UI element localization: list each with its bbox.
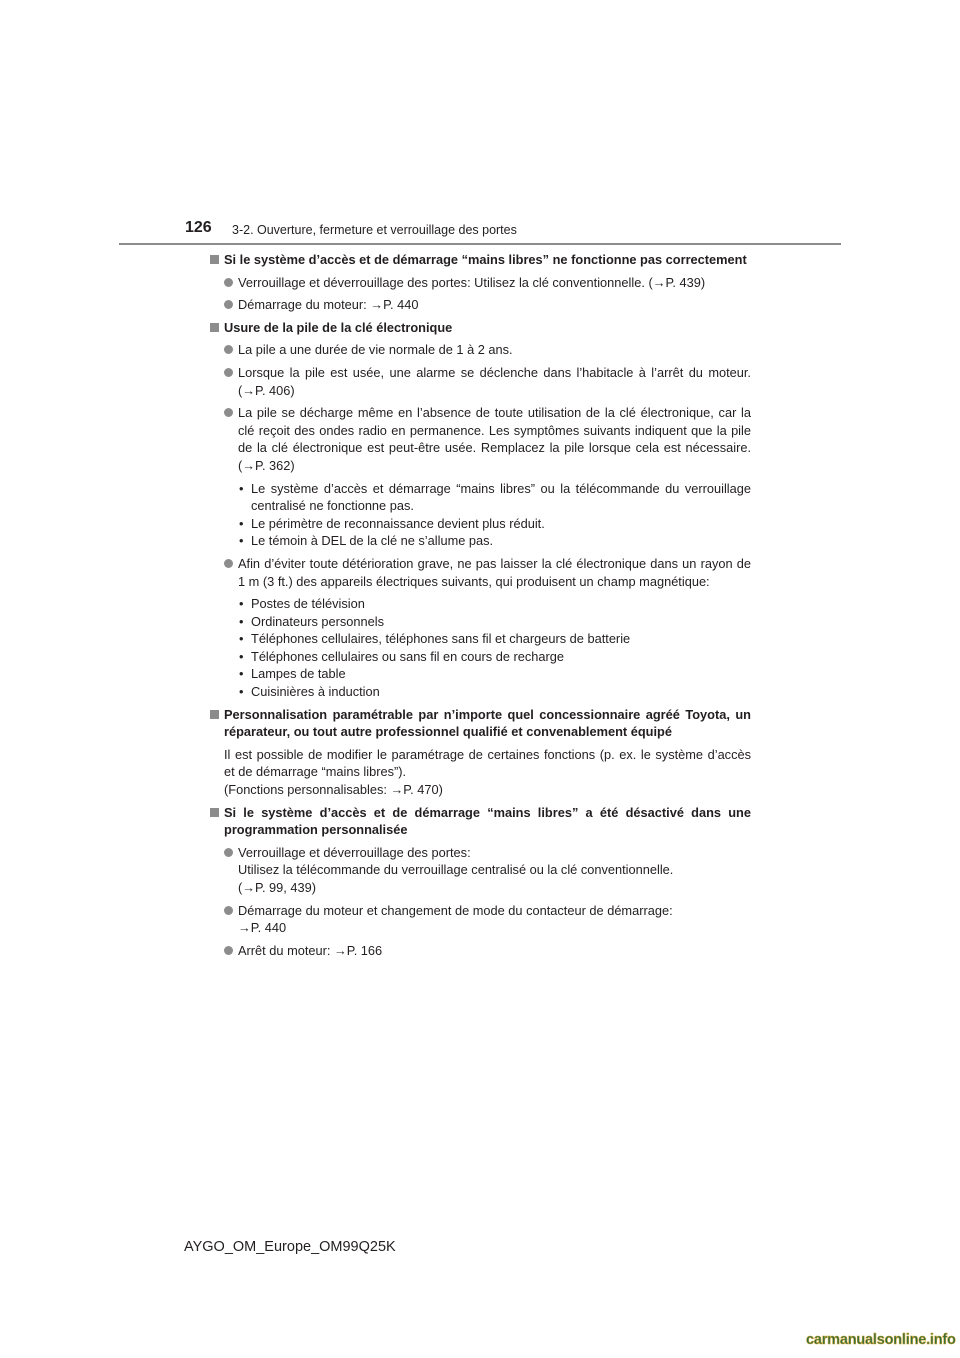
symptom-list <box>210 480 751 550</box>
sub-list-item: • Ordinateurs personnels <box>210 613 751 631</box>
page-number: 126 <box>185 219 212 236</box>
square-bullet-icon <box>210 808 219 817</box>
heading-text: Personnalisation paramétrable par n’importe quel concessionnaire agréé Toyota, un réparateur, ou tout autre professionnel qualifié et convenablement équipé <box>224 706 751 740</box>
sub-list-item: • Téléphones cellulaires ou sans fil en cours de recharge <box>210 648 751 666</box>
list-item: La pile a une durée de vie normale de 1 à 2 ans. <box>210 341 751 359</box>
square-bullet-icon <box>210 255 219 264</box>
square-bullet-icon <box>210 710 219 719</box>
device-list <box>210 595 751 701</box>
list-item: Lorsque la pile est usée, une alarme se déclenche dans l’habitacle à l’arrêt du moteur. (→P. 406) <box>210 364 751 399</box>
document-code: AYGO_OM_Europe_OM99Q25K <box>184 1239 396 1255</box>
section-title: 3-2. Ouverture, fermeture et verrouillage des portes <box>232 223 517 237</box>
watermark-text: carmanualsonline.info <box>806 1332 956 1348</box>
sub-list-item: • Le témoin à DEL de la clé ne s’allume pas. <box>210 532 751 550</box>
square-bullet-icon <box>210 323 219 332</box>
watermark-logo[interactable] <box>806 1325 956 1351</box>
heading-text: Usure de la pile de la clé électronique <box>224 319 453 335</box>
sub-list-item: • Le système d’accès et démarrage “mains libres” ou la télécommande du verrouillage centralisé ne fonctionne pas. <box>210 480 751 515</box>
list-item: Arrêt du moteur: →P. 166 <box>210 942 751 960</box>
list-item: Démarrage du moteur: →P. 440 <box>210 296 751 314</box>
heading-hands-free-failure <box>210 251 751 269</box>
sub-list-item: • Lampes de table <box>210 665 751 683</box>
heading-hands-free-disabled <box>210 804 751 839</box>
header-rule <box>119 243 841 245</box>
sub-list-item: • Cuisinières à induction <box>210 683 751 701</box>
round-bullet-icon <box>224 345 233 354</box>
sub-list-item: • Le périmètre de reconnaissance devient plus réduit. <box>210 515 751 533</box>
heading-battery-wear <box>210 319 751 337</box>
customization-paragraph: Il est possible de modifier le paramétrage de certaines fonctions (p. ex. le système d’accès et de démarrage “mains libres”). (Fonctions personnalisables: →P. 470) <box>224 746 751 798</box>
list-item: Verrouillage et déverrouillage des portes: Utilisez la télécommande du verrouillage centralisé ou la clé conventionnelle. (→P. 99, 439) <box>210 844 751 897</box>
round-bullet-icon <box>224 848 233 857</box>
round-bullet-icon <box>224 559 233 568</box>
sub-list-item: • Téléphones cellulaires, téléphones sans fil et chargeurs de batterie <box>210 630 751 648</box>
round-bullet-icon <box>224 946 233 955</box>
round-bullet-icon <box>224 408 233 417</box>
list-item: Démarrage du moteur et changement de mode du contacteur de démarrage: →P. 440 <box>210 902 751 937</box>
sub-list-item: • Postes de télévision <box>210 595 751 613</box>
heading-text: Si le système d’accès et de démarrage “mains libres” ne fonctionne pas correctement <box>224 252 747 267</box>
round-bullet-icon <box>224 368 233 377</box>
round-bullet-icon <box>224 906 233 915</box>
heading-customization <box>210 706 751 741</box>
list-item: Verrouillage et déverrouillage des portes: Utilisez la clé conventionnelle. (→P. 439) <box>210 274 751 292</box>
page-content <box>210 251 751 959</box>
list-item: Afin d’éviter toute détérioration grave, ne pas laisser la clé électronique dans un rayon de 1 m (3 ft.) des appareils électriques suivants, qui produisent un champ magnétique: <box>210 555 751 590</box>
round-bullet-icon <box>224 278 233 287</box>
list-item: La pile se décharge même en l’absence de toute utilisation de la clé électronique, car la clé reçoit des ondes radio en permanence. Les symptômes suivants indiquent que la pile de la clé électronique est peut-être usée. Remplacez la pile lorsque cela est nécessaire. (→P. 362) <box>210 404 751 474</box>
heading-text: Si le système d’accès et de démarrage “mains libres” a été désactivé dans une programmation personnalisée <box>224 804 751 838</box>
round-bullet-icon <box>224 300 233 309</box>
